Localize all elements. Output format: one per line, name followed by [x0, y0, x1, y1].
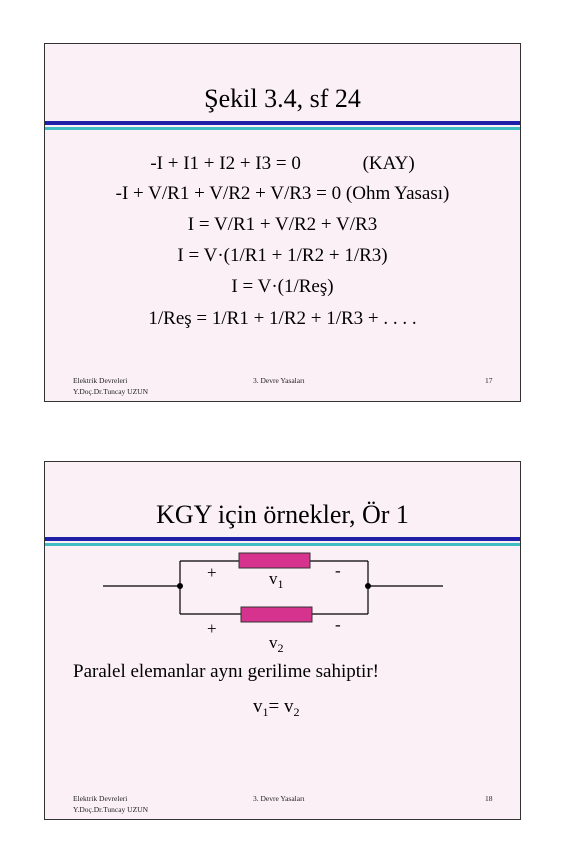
- equation-line: -I + V/R1 + V/R2 + V/R3 = 0 (Ohm Yasası): [115, 183, 450, 204]
- voltage-equality-equation: $v_1= v_2$: [253, 696, 300, 719]
- footer-chapter: 3. Devre Yasaları: [253, 794, 305, 803]
- left-junction-node: [177, 583, 183, 589]
- title-rule-blue: [45, 121, 520, 125]
- footer-chapter: 3. Devre Yasaları: [253, 376, 305, 385]
- equation-line: -I + I1 + I2 + I3 = 0 (KAY): [150, 153, 415, 174]
- top-minus-sign: -: [335, 561, 341, 580]
- parallel-statement: Paralel elemanlar aynı gerilime sahiptir!: [73, 661, 379, 682]
- bottom-plus-sign: +: [207, 619, 217, 638]
- voltage-label-v2: $v_2$: [269, 633, 284, 655]
- title-rule-cyan: [45, 127, 520, 130]
- resistor-2: [241, 607, 312, 622]
- footer-author: Y.Doç.Dr.Tuncay UZUN: [73, 805, 148, 814]
- slide-title: Şekil 3.4, sf 24: [204, 84, 361, 113]
- resistor-1: [239, 553, 310, 568]
- parallel-circuit-diagram: [45, 462, 522, 662]
- footer-left: [73, 793, 148, 815]
- footer-course: Elektrik Devreleri: [73, 376, 128, 385]
- equation-line: I = V·(1/Reş): [231, 276, 334, 297]
- top-plus-sign: +: [207, 563, 217, 582]
- slide-title: KGY için örnekler, Ör 1: [156, 500, 409, 529]
- right-junction-node: [365, 583, 371, 589]
- footer-author: Y.Doç.Dr.Tuncay UZUN: [73, 387, 148, 396]
- slide-18: [44, 461, 521, 820]
- bottom-minus-sign: -: [335, 615, 341, 634]
- slide-17: [44, 43, 521, 402]
- equation-line: 1/Reş = 1/R1 + 1/R2 + 1/R3 + . . . .: [148, 308, 417, 329]
- equation-line: I = V/R1 + V/R2 + V/R3: [187, 214, 378, 235]
- footer-course: Elektrik Devreleri: [73, 794, 128, 803]
- footer-page-number: 17: [485, 376, 493, 385]
- footer-page-number: 18: [485, 794, 493, 803]
- footer-left: [73, 375, 148, 397]
- voltage-label-v1: $v_1$: [269, 569, 284, 591]
- equation-line: I = V·(1/R1 + 1/R2 + 1/R3): [177, 245, 388, 266]
